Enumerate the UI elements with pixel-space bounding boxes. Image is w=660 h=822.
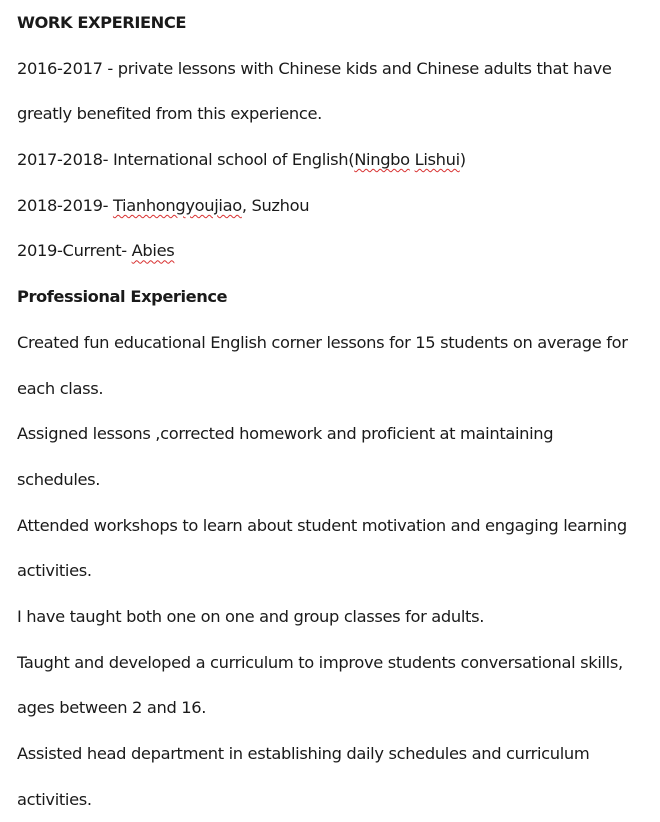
professional-line: each class. <box>17 378 104 398</box>
misspelled-word-abies: Abies <box>131 241 175 261</box>
work-entry-2016-line-1: 2016-2017 - private lessons with Chinese kids and Chinese adults that have <box>17 58 612 78</box>
work-entry-2017 <box>17 137 647 183</box>
closing-paren: ) <box>459 150 466 170</box>
professional-line: Assisted head department in establishing daily schedules and curriculum <box>17 744 590 763</box>
professional-line: activities. <box>17 561 92 581</box>
work-entry-2017-text: 2017-2018- International school of English( <box>17 150 355 170</box>
professional-experience-heading: Professional Experience <box>17 287 228 307</box>
professional-line: Assigned lessons ,corrected homework and proficient at maintaining <box>17 424 554 444</box>
professional-line: Created fun educational English corner lessons for 15 students on average for <box>17 332 628 352</box>
misspelled-word-lishui: Lishui <box>414 150 460 170</box>
work-entry-2016-line-2: greatly benefited from this experience. <box>17 104 322 124</box>
professional-line: ages between 2 and 16. <box>17 698 207 718</box>
work-entry-2018 <box>17 183 647 229</box>
work-entry-2018-text: 2018-2019- <box>17 195 113 215</box>
work-entry-2018-city: , Suzhou <box>241 195 310 215</box>
work-experience-heading: WORK EXPERIENCE <box>17 13 187 32</box>
professional-line: Attended workshops to learn about student motivation and engaging learning <box>17 515 627 535</box>
professional-line: I have taught both one on one and group classes for adults. <box>17 606 485 626</box>
misspelled-word-ningbo: Ningbo <box>354 150 410 170</box>
professional-line: schedules. <box>17 469 101 489</box>
misspelled-word-tianhongyoujiao: Tianhongyoujiao <box>112 195 242 215</box>
work-entry-2019-text: 2019-Current- <box>17 241 132 261</box>
professional-line: activities. <box>17 789 92 809</box>
work-entry-2019 <box>17 228 647 274</box>
professional-line: Taught and developed a curriculum to improve students conversational skills, <box>17 652 623 672</box>
resume-document <box>17 0 647 822</box>
